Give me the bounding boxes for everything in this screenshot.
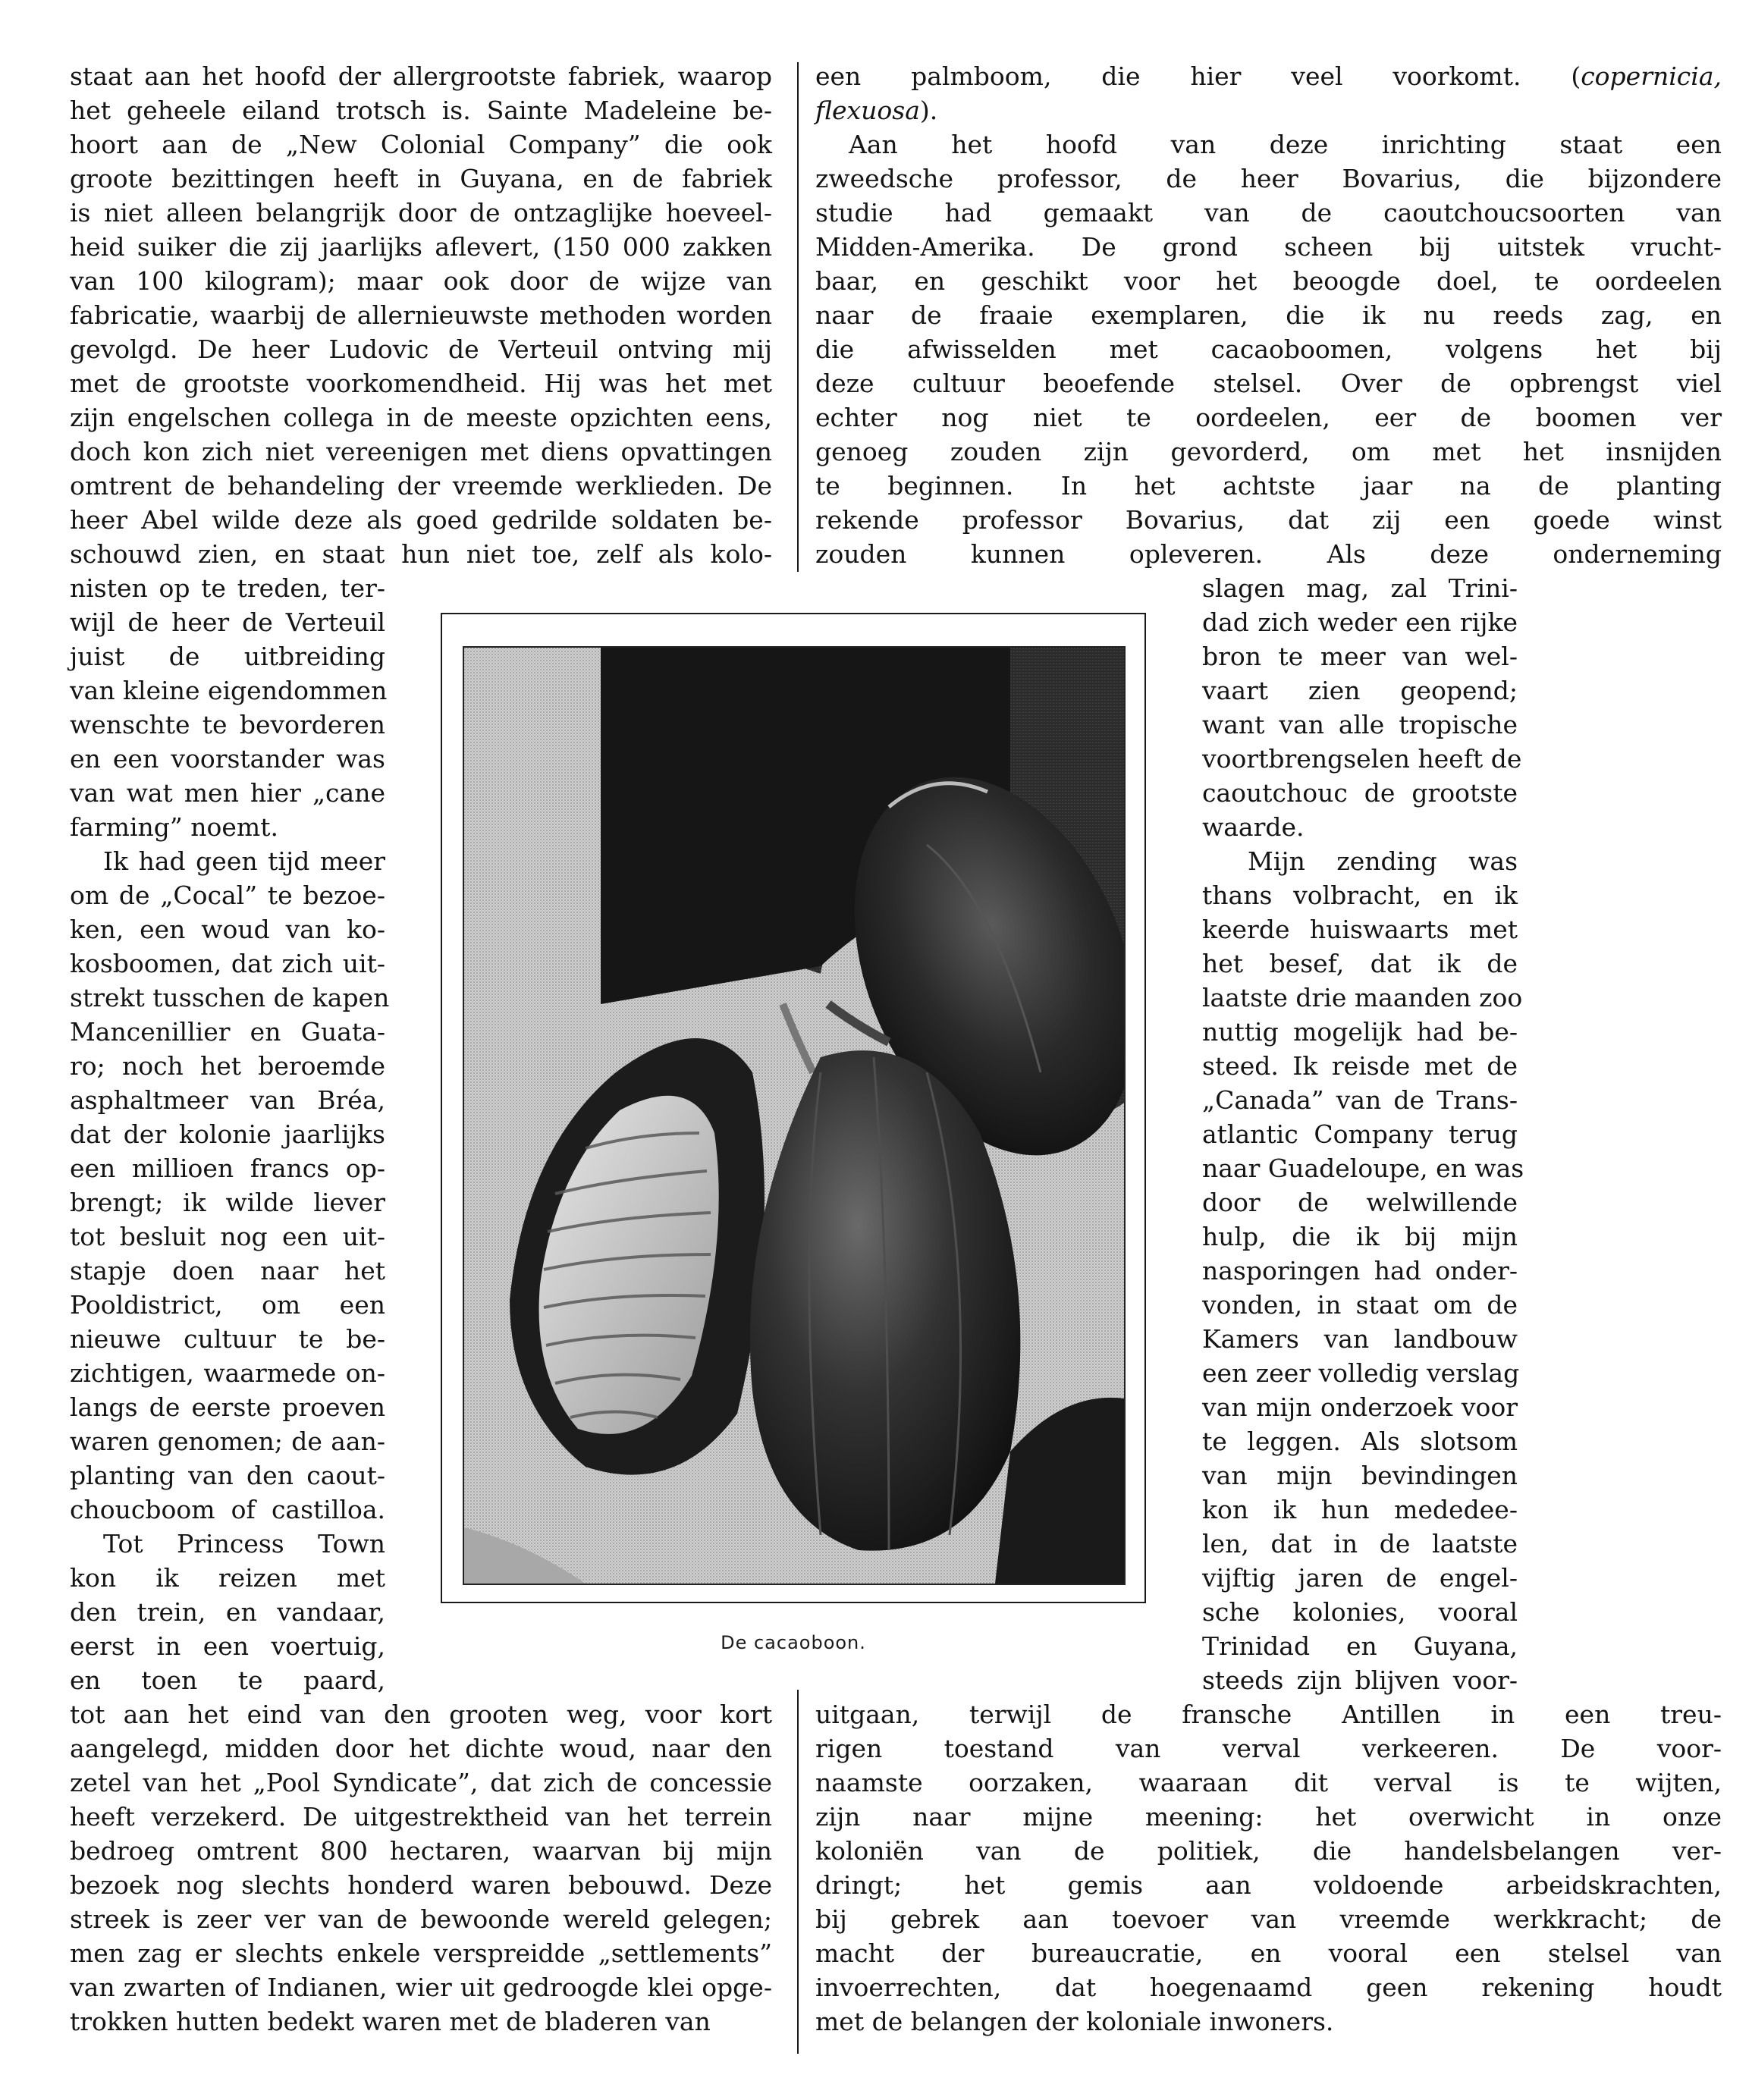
- right-narrow-line-29: len, dat in de laatste: [1202, 1529, 1518, 1559]
- right-top-line-8: deze cultuur beoefende stelsel. Over de opbrengst viel: [815, 369, 1722, 398]
- right-narrow-line-5: want van alle tropische: [1202, 710, 1518, 739]
- left-line-46: den trein, en vandaar,: [70, 1597, 385, 1627]
- left-line-45: kon ik reizen met: [70, 1563, 385, 1593]
- left-line-1: staat aan het hoofd der allergrootste fabriek, waarop: [70, 61, 772, 91]
- right-narrow-line-10: thans volbracht, en ik: [1202, 880, 1518, 910]
- right-narrow-line-31: sche kolonies, vooral: [1202, 1597, 1518, 1627]
- left-line-30: ro; noch het beroemde: [70, 1051, 385, 1081]
- right-top-line-1: Aan het hoofd van deze inrichting staat een: [849, 130, 1722, 159]
- right-top-line-9: echter nog niet te oordeelen, eer de boomen ver: [815, 403, 1722, 432]
- right-top-line-13: zouden kunnen opleveren. Als deze onderneming: [815, 539, 1722, 569]
- right-bottom-line-6: dringt; het gemis aan voldoende arbeidskrachten,: [815, 1870, 1722, 1900]
- cacao-pods-illustration: [464, 648, 1124, 1584]
- left-line-33: een millioen francs op-: [70, 1154, 385, 1183]
- right-bottom-line-1: uitgaan, terwijl de fransche Antillen in een treu-: [815, 1700, 1722, 1729]
- right-narrow-line-23: Kamers van landbouw: [1202, 1324, 1518, 1354]
- left-line-48: en toen te paard,: [70, 1665, 385, 1695]
- right-narrow-line-27: van mijn bevindingen: [1202, 1461, 1518, 1490]
- right-narrow-line-33: steeds zijn blijven voor-: [1202, 1665, 1518, 1695]
- left-line-29: Mancenillier en Guata-: [70, 1017, 385, 1047]
- right-narrow-line-1: slagen mag, zal Trini-: [1202, 573, 1518, 603]
- left-line-19: van kleine eigendommen: [70, 676, 388, 705]
- right-narrow-line-26: te leggen. Als slotsom: [1202, 1427, 1518, 1456]
- left-line-27: kosboomen, dat zich uit-: [70, 949, 385, 978]
- left-line-17: wijl de heer de Verteuil: [70, 607, 385, 637]
- left-line-57: van zwarten of Indianen, wier uit gedroogde klei opge-: [70, 1973, 772, 2002]
- right-narrow-line-7: caoutchouc de grootste: [1202, 778, 1518, 808]
- right-line-1: een palmboom, die hier veel voorkomt. (copernicia,: [815, 61, 1722, 91]
- right-narrow-line-9: Mijn zending was: [1248, 846, 1518, 876]
- left-line-49: tot aan het eind van den grooten weg, voor kort: [70, 1700, 772, 1729]
- left-line-43: choucboom of castilloa.: [70, 1495, 385, 1524]
- left-line-55: streek is zeer ver van de bewoonde wereld gelegen;: [70, 1904, 772, 1934]
- right-narrow-line-13: laatste drie maanden zoo: [1202, 983, 1523, 1012]
- left-line-54: bezoek nog slechts honderd waren bebouwd. Deze: [70, 1870, 772, 1900]
- right-narrow-line-19: door de welwillende: [1202, 1188, 1518, 1217]
- right-narrow-line-24: een zeer volledig verslag: [1202, 1358, 1520, 1388]
- left-line-51: zetel van het „Pool Syndicate”, dat zich de concessie: [70, 1768, 772, 1797]
- left-line-31: asphaltmeer van Bréa,: [70, 1085, 385, 1115]
- right-narrow-line-6: voortbrengselen heeft de: [1202, 744, 1522, 774]
- right-narrow-line-18: naar Guadeloupe, en was: [1202, 1154, 1524, 1183]
- right-bottom-line-3: naamste oorzaken, waaraan dit verval is te wijten,: [815, 1768, 1722, 1797]
- left-line-37: Pooldistrict, om een: [70, 1290, 385, 1320]
- right-top-line-3: studie had gemaakt van de caoutchoucsoorten van: [815, 198, 1722, 228]
- left-line-35: tot besluit nog een uit-: [70, 1222, 385, 1251]
- right-narrow-line-30: vijftig jaren de engel-: [1202, 1563, 1518, 1593]
- right-top-line-4: Midden-Amerika. De grond scheen bij uitstek vrucht-: [815, 232, 1722, 262]
- right-narrow-line-15: steed. Ik reisde met de: [1202, 1051, 1518, 1081]
- right-top-line-5: baar, en geschikt voor het beoogde doel, te oordeelen: [815, 266, 1722, 296]
- left-line-7: van 100 kilogram); maar ook door de wijze van: [70, 266, 772, 296]
- right-narrow-line-21: nasporingen had onder-: [1202, 1256, 1518, 1285]
- left-line-21: en een voorstander was: [70, 744, 385, 774]
- left-line-13: omtrent de behandeling der vreemde werklieden. De: [70, 471, 772, 501]
- left-line-25: om de „Cocal” te bezoe-: [70, 880, 385, 910]
- right-bottom-line-9: invoerrechten, dat hoegenaamd geen rekening houdt: [815, 1973, 1722, 2002]
- left-line-42: planting van den caout-: [70, 1461, 385, 1490]
- left-line-5: is niet alleen belangrijk door de ontzaglijke hoeveel-: [70, 198, 772, 228]
- left-line-52: heeft verzekerd. De uitgestrektheid van het terrein: [70, 1802, 772, 1832]
- left-line-9: gevolgd. De heer Ludovic de Verteuil ontving mij: [70, 334, 772, 364]
- right-line-2: flexuosa).: [815, 96, 938, 125]
- right-bottom-line-7: bij gebrek aan toevoer van vreemde werkkracht; de: [815, 1904, 1722, 1934]
- left-line-24: Ik had geen tijd meer: [103, 846, 385, 876]
- figure-caption: De cacaoboon.: [721, 1632, 866, 1653]
- left-line-58: trokken hutten bedekt waren met de bladeren van: [70, 2007, 711, 2036]
- left-line-53: bedroeg omtrent 800 hectaren, waarvan bij mijn: [70, 1836, 772, 1866]
- left-line-20: wenschte te bevorderen: [70, 710, 385, 739]
- right-narrow-line-12: het besef, dat ik de: [1202, 949, 1518, 978]
- left-line-36: stapje doen naar het: [70, 1256, 385, 1285]
- column-rule-top: [797, 62, 799, 572]
- right-narrow-line-25: van mijn onderzoek voor: [1202, 1392, 1518, 1422]
- left-line-22: van wat men hier „cane: [70, 778, 385, 808]
- left-line-40: langs de eerste proeven: [70, 1392, 385, 1422]
- left-line-56: men zag er slechts enkele verspreidde „settlements”: [70, 1938, 772, 1968]
- right-narrow-line-3: bron te meer van wel-: [1202, 642, 1518, 671]
- right-narrow-line-22: vonden, in staat om de: [1202, 1290, 1518, 1320]
- right-top-line-7: die afwisselden met cacaoboomen, volgens het bij: [815, 334, 1722, 364]
- left-line-44: Tot Princess Town: [103, 1529, 385, 1559]
- right-bottom-line-4: zijn naar mijne meening: het overwicht in onze: [815, 1802, 1722, 1832]
- right-bottom-line-5: koloniën van de politiek, die handelsbelangen ver-: [815, 1836, 1722, 1866]
- left-line-12: doch kon zich niet vereenigen met diens opvattingen: [70, 437, 772, 466]
- left-line-6: heid suiker die zij jaarlijks aflevert, (150 000 zakken: [70, 232, 772, 262]
- left-line-15: schouwd zien, en staat hun niet toe, zelf als kolo-: [70, 539, 772, 569]
- right-narrow-line-14: nuttig mogelijk had be-: [1202, 1017, 1518, 1047]
- right-narrow-line-8: waarde.: [1202, 812, 1305, 842]
- right-narrow-line-32: Trinidad en Guyana,: [1202, 1631, 1518, 1661]
- column-rule-bottom: [797, 1690, 799, 2054]
- left-line-28: strekt tusschen de kapen: [70, 983, 390, 1012]
- right-top-line-11: te beginnen. In het achtste jaar na de planting: [815, 471, 1722, 501]
- left-line-4: groote bezittingen heeft in Guyana, en de fabriek: [70, 164, 772, 193]
- figure-frame: [441, 613, 1146, 1603]
- left-line-41: waren genomen; de aan-: [70, 1427, 385, 1456]
- right-narrow-line-2: dad zich weder een rijke: [1202, 607, 1518, 637]
- right-narrow-line-17: atlantic Company terug: [1202, 1119, 1518, 1149]
- left-line-38: nieuwe cultuur te be-: [70, 1324, 385, 1354]
- right-top-line-6: naar de fraaie exemplaren, die ik nu reeds zag, en: [815, 300, 1722, 330]
- left-line-34: brengt; ik wilde liever: [70, 1188, 385, 1217]
- left-line-47: eerst in een voertuig,: [70, 1631, 385, 1661]
- right-narrow-line-28: kon ik hun mededee-: [1202, 1495, 1518, 1524]
- left-line-26: ken, een woud van ko-: [70, 915, 385, 944]
- left-line-3: hoort aan de „New Colonial Company” die ook: [70, 130, 772, 159]
- left-line-16: nisten op te treden, ter-: [70, 573, 385, 603]
- right-bottom-line-8: macht der bureaucratie, en vooral een stelsel van: [815, 1938, 1722, 1968]
- right-narrow-line-4: vaart zien geopend;: [1202, 676, 1518, 705]
- left-line-10: met de grootste voorkomendheid. Hij was het met: [70, 369, 772, 398]
- cacao-photo: [463, 646, 1126, 1585]
- left-line-8: fabricatie, waarbij de allernieuwste methoden worden: [70, 300, 772, 330]
- right-narrow-line-20: hulp, die ik bij mijn: [1202, 1222, 1518, 1251]
- right-top-line-10: genoeg zouden zijn gevorderd, om met het insnijden: [815, 437, 1722, 466]
- left-line-39: zichtigen, waarmede on-: [70, 1358, 385, 1388]
- left-line-14: heer Abel wilde deze als goed gedrilde soldaten be-: [70, 505, 772, 535]
- left-line-11: zijn engelschen collega in de meeste opzichten eens,: [70, 403, 772, 432]
- right-top-line-12: rekende professor Bovarius, dat zij een goede winst: [815, 505, 1722, 535]
- right-top-line-2: zweedsche professor, de heer Bovarius, die bijzondere: [815, 164, 1722, 193]
- right-bottom-line-2: rigen toestand van verval verkeeren. De voor-: [815, 1734, 1722, 1763]
- left-line-23: farming” noemt.: [70, 812, 278, 842]
- right-narrow-line-16: „Canada” van de Trans-: [1202, 1085, 1518, 1115]
- left-line-32: dat der kolonie jaarlijks: [70, 1119, 385, 1149]
- left-line-50: aangelegd, midden door het dichte woud, naar den: [70, 1734, 772, 1763]
- right-narrow-line-11: keerde huiswaarts met: [1202, 915, 1518, 944]
- right-bottom-line-10: met de belangen der koloniale inwoners.: [815, 2007, 1334, 2036]
- left-line-2: het geheele eiland trotsch is. Sainte Madeleine be-: [70, 96, 772, 125]
- left-line-18: juist de uitbreiding: [70, 642, 385, 671]
